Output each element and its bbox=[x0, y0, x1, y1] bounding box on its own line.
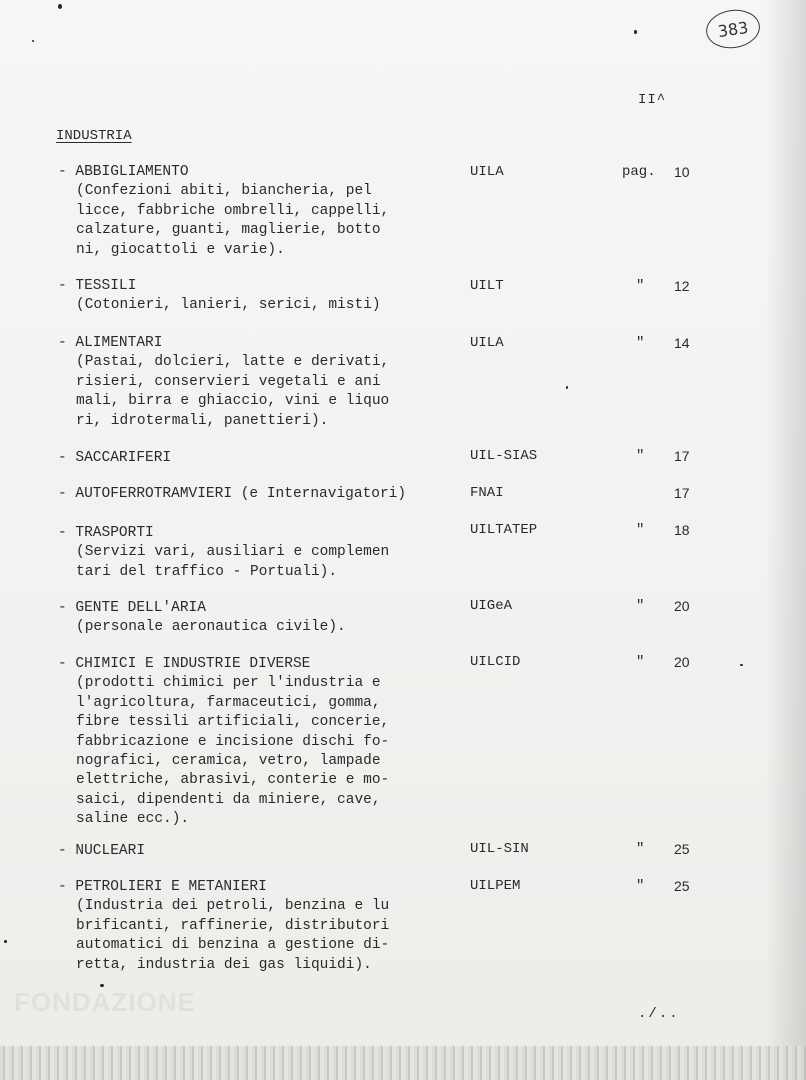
entry-code: UILA bbox=[470, 335, 504, 351]
entry-title: - CHIMICI E INDUSTRIE DIVERSE bbox=[58, 656, 311, 672]
entry-code: UILPEM bbox=[470, 878, 521, 894]
entry-page: 17 bbox=[674, 448, 690, 464]
entry-title: - AUTOFERROTRAMVIERI (e Internavigatori) bbox=[58, 486, 407, 502]
entry-trasporti bbox=[58, 524, 389, 582]
entry-title: - SACCARIFERI bbox=[58, 450, 172, 466]
entry-description: (Servizi vari, ausiliari e complemen tari del traffico - Portuali). bbox=[76, 544, 390, 580]
section-title: INDUSTRIA bbox=[56, 128, 132, 144]
entry-code: UIGeA bbox=[470, 598, 513, 614]
scan-speck bbox=[566, 386, 568, 389]
ditto-mark: " bbox=[636, 598, 645, 614]
entry-description: (Cotonieri, lanieri, serici, misti) bbox=[76, 297, 381, 314]
entry-code: UIL-SIAS bbox=[470, 448, 538, 464]
entry-code: UILT bbox=[470, 278, 504, 294]
watermark: FONDAZIONE bbox=[14, 987, 196, 1017]
entry-title: - ALIMENTARI bbox=[58, 335, 163, 351]
scan-speck bbox=[740, 664, 743, 666]
entry-code: UILTATEP bbox=[470, 522, 538, 538]
entry-petrolieri bbox=[58, 878, 389, 975]
entry-title: - ABBIGLIAMENTO bbox=[58, 164, 189, 180]
scan-speck bbox=[58, 4, 62, 9]
entry-description: (Pastai, dolcieri, latte e derivati, risieri, conservieri vegetali e ani mali, birra e ghiaccio, vini e liquo ri, idrotermali, panettieri). bbox=[76, 354, 390, 429]
continuation-mark: ./.. bbox=[638, 1006, 680, 1022]
entry-gente-dell-aria bbox=[58, 599, 346, 638]
entry-title: - PETROLIERI E METANIERI bbox=[58, 879, 267, 895]
entry-description: (Confezioni abiti, biancheria, pel licce, fabbriche ombrelli, cappelli, calzature, guanti, maglierie, botto ni, giocattoli e varie). bbox=[76, 183, 390, 258]
entry-title: - TESSILI bbox=[58, 278, 137, 294]
scan-speck bbox=[4, 940, 7, 943]
entry-chimici bbox=[58, 655, 389, 830]
scan-speck bbox=[634, 30, 637, 34]
entry-page: 17 bbox=[674, 485, 690, 501]
entry-page: 20 bbox=[674, 654, 690, 670]
scan-speck bbox=[32, 40, 34, 42]
ditto-mark: " bbox=[636, 654, 645, 670]
entry-alimentari bbox=[58, 334, 389, 431]
ditto-mark: " bbox=[636, 522, 645, 538]
entry-page: 25 bbox=[674, 841, 690, 857]
ditto-mark: " bbox=[636, 841, 645, 857]
entry-code: FNAI bbox=[470, 485, 504, 501]
entry-description: (Industria dei petroli, benzina e lu brificanti, raffinerie, distributori automatici di benzina a gestione di- retta, industria dei gas liquidi). bbox=[76, 898, 390, 973]
entry-saccariferi bbox=[58, 449, 171, 468]
entry-description: (personale aeronautica civile). bbox=[76, 619, 346, 636]
entry-nucleari bbox=[58, 842, 145, 861]
archive-stamp: 383 bbox=[704, 6, 763, 51]
entry-title: - GENTE DELL'ARIA bbox=[58, 600, 206, 616]
ditto-mark: " bbox=[636, 335, 645, 351]
entry-page: 18 bbox=[674, 522, 690, 538]
entry-code: UILCID bbox=[470, 654, 521, 670]
entry-tessili bbox=[58, 277, 381, 316]
page-number: II^ bbox=[638, 92, 667, 108]
entry-code: UILA bbox=[470, 164, 504, 180]
entry-autoferrotramvieri bbox=[58, 485, 406, 504]
entry-page: 10 bbox=[674, 164, 690, 180]
entry-title: - NUCLEARI bbox=[58, 843, 146, 859]
ditto-mark: " bbox=[636, 448, 645, 464]
entry-title: - TRASPORTI bbox=[58, 525, 154, 541]
entry-page: 12 bbox=[674, 278, 690, 294]
scan-edge-shadow bbox=[766, 0, 806, 1080]
entry-code: UIL-SIN bbox=[470, 841, 529, 857]
entry-page: 14 bbox=[674, 335, 690, 351]
scan-bottom-noise bbox=[0, 1046, 806, 1080]
entry-page: 25 bbox=[674, 878, 690, 894]
ditto-mark: " bbox=[636, 278, 645, 294]
scan-speck bbox=[100, 984, 104, 987]
entry-page: 20 bbox=[674, 598, 690, 614]
ditto-mark: " bbox=[636, 878, 645, 894]
page-label: pag. bbox=[622, 164, 656, 180]
entry-description: (prodotti chimici per l'industria e l'agricoltura, farmaceutici, gomma, fibre tessili artificiali, concerie, fabbricazione e incisione dischi fo- nografici, ceramica, vetro, lampade elettriche, abrasivi, conterie e mo- saici, dipendenti da miniere, cave, saline ecc.). bbox=[76, 675, 390, 828]
entry-abbigliamento bbox=[58, 163, 389, 260]
